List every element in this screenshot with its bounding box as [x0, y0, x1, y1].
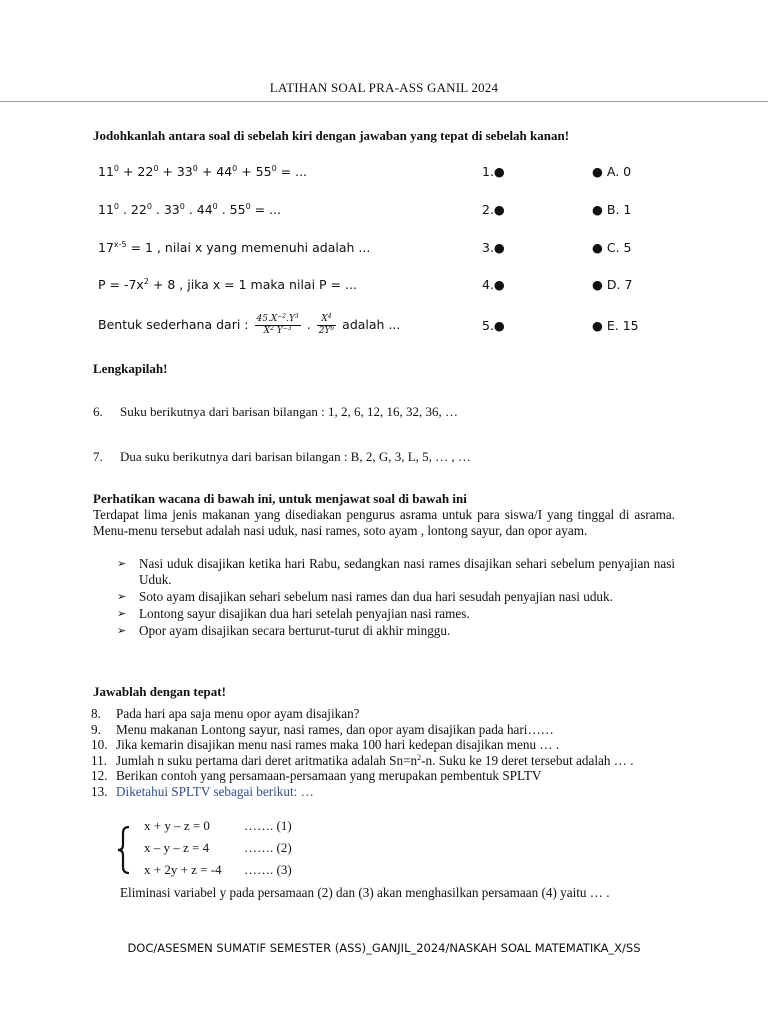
- match-row-1: [98, 164, 658, 184]
- question-13: 13. Diketahui SPLTV sebagai berikut: …: [91, 783, 314, 799]
- question-12: 12. Berikan contoh yang persamaan-persamaan yang merupakan pembentuk SPLTV: [91, 768, 542, 783]
- match-row-5: [98, 313, 658, 344]
- answer-list: [91, 706, 675, 799]
- bullet-item: ➢ Lontong sayur disajikan dua hari setelah penyajian nasi rames.: [117, 606, 470, 621]
- page-title: LATIHAN SOAL PRA-ASS GANIL 2024: [269, 80, 499, 95]
- bullet-item: ➢ Nasi uduk disajikan ketika hari Rabu, sedangkan nasi rames disajikan sehari sebelum penyajian nasi Uduk.: [117, 556, 675, 587]
- match-number-1[interactable]: 1.●: [482, 164, 505, 179]
- equation-3: x + 2y + z = -4 ……. (3): [144, 862, 292, 877]
- match-instruction: Jodohkanlah antara soal di sebelah kiri dengan jawaban yang tepat di sebelah kanan!: [93, 128, 570, 143]
- header-divider: [0, 101, 768, 102]
- answer-heading: Jawablah dengan tepat!: [93, 684, 226, 699]
- equation-1: x + y – z = 0 ……. (1): [144, 818, 292, 833]
- reading-paragraph: Terdapat lima jenis makanan yang disediakan pengurus asrama untuk para siswa/I yang tinggal di asrama. Menu-menu tersebut adalah nasi uduk, nasi rames, soto ayam , lontong sayur, dan opor ayam.: [93, 507, 675, 538]
- question-10: 10. Jika kemarin disajikan menu nasi rames maka 100 hari kedepan disajikan menu … .: [91, 737, 560, 752]
- match-answer-e[interactable]: ● E. 15: [592, 318, 639, 333]
- question-9: 9. Menu makanan Lontong sayur, nasi rames, dan opor ayam disajikan pada hari……: [91, 721, 554, 737]
- match-number-2[interactable]: 2.●: [482, 202, 505, 217]
- page-footer: DOC/ASESMEN SUMATIF SEMESTER (ASS)_GANJIL_2024/NASKAH SOAL MATEMATIKA_X/SS: [127, 941, 641, 955]
- match-answer-a[interactable]: ● A. 0: [592, 164, 632, 179]
- reading-heading: Perhatikan wacana di bawah ini, untuk menjawat soal di bawah ini: [93, 491, 467, 506]
- match-question-2: $11^0$ . $22^0$ . $33^0$ . $44^0$ . $55^0$ = ...: [98, 202, 282, 217]
- match-answer-d[interactable]: ● D. 7: [592, 277, 633, 292]
- reading-bullets: [117, 556, 675, 640]
- match-answer-c[interactable]: ● C. 5: [592, 240, 632, 255]
- question-8: 8. Pada hari apa saja menu opor ayam disajikan?: [91, 706, 360, 721]
- match-number-4[interactable]: 4.●: [482, 277, 505, 292]
- bullet-item: ➢ Opor ayam disajikan secara berturut-turut di akhir minggu.: [117, 623, 451, 638]
- match-question-5: Bentuk sederhana dari : $\frac{45.X^{-2}.Y^3}{X^2 Y^{-3}}$ . $\frac{X^4}{2Y^6}$ adalah ...: [98, 313, 401, 336]
- match-row-4: [98, 277, 658, 297]
- brace-icon: [115, 826, 133, 874]
- arrow-bullet-icon: ➢: [117, 590, 127, 603]
- bullet-item: ➢ Soto ayam disajikan sehari sebelum nasi rames dan dua hari sesudah penyajian nasi uduk.: [117, 589, 613, 604]
- match-answer-b[interactable]: ● B. 1: [592, 202, 632, 217]
- complete-heading: Lengkapilah!: [93, 361, 168, 376]
- match-number-3[interactable]: 3.●: [482, 240, 505, 255]
- match-number-5[interactable]: 5.●: [482, 318, 505, 333]
- arrow-bullet-icon: ➢: [117, 624, 127, 637]
- match-row-2: [98, 202, 658, 222]
- closing-question: Eliminasi variabel y pada persamaan (2) dan (3) akan menghasilkan persamaan (4) yaitu … .: [120, 885, 610, 900]
- match-question-4: $P = -7x^2 + 8$ , jika x = 1 maka nilai P = ...: [98, 277, 357, 292]
- match-question-1: $11^0 + 22^0 + 33^0 + 44^0 + 55^0$ = ...: [98, 164, 308, 179]
- equation-2: x – y – z = 4 ……. (2): [144, 840, 292, 855]
- fraction-1: $\frac{45.X^{-2}.Y^3}{X^2 Y^{-3}}$: [256, 313, 299, 336]
- arrow-bullet-icon: ➢: [117, 557, 127, 570]
- question-11: 11. Jumlah n suku pertama dari deret aritmatika adalah $Sn=n^2-n$. Suku ke 19 deret tersebut adalah … .: [91, 752, 634, 768]
- match-row-3: [98, 240, 658, 260]
- arrow-bullet-icon: ➢: [117, 607, 127, 620]
- match-question-3: $17^{x-5} = 1$ , nilai x yang memenuhi adalah ...: [98, 240, 371, 255]
- fraction-2: $\frac{X^4}{2Y^6}$: [318, 313, 335, 336]
